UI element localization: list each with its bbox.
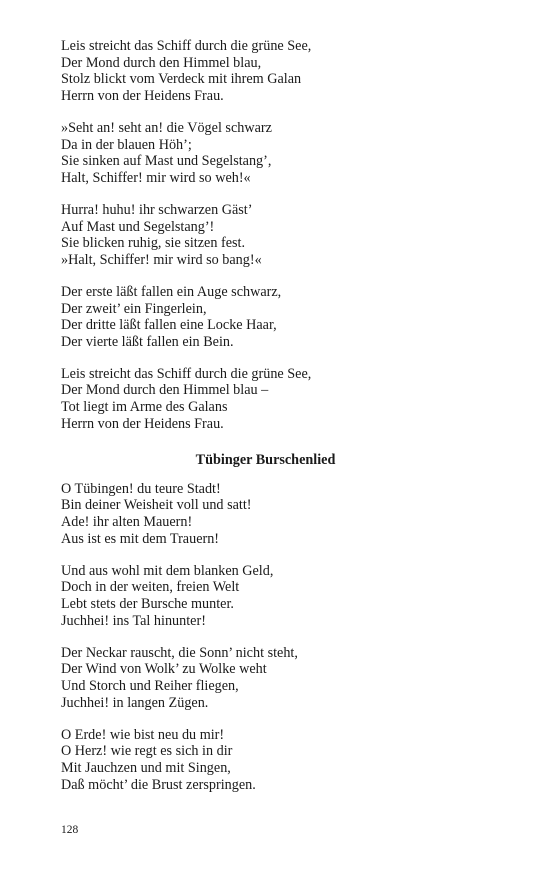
verse-line: Doch in der weiten, freien Welt bbox=[61, 579, 240, 596]
poem-2-stanza-1 bbox=[61, 481, 481, 547]
verse-line: Mit Jauchzen und mit Singen, bbox=[61, 759, 231, 776]
verse-line: Der Wind von Wolk’ zu Wolke weht bbox=[61, 661, 267, 678]
verse-line: Der Mond durch den Himmel blau, bbox=[61, 54, 262, 71]
verse-line: Lebt stets der Bursche munter. bbox=[61, 596, 234, 612]
poem-1-stanza-1 bbox=[61, 38, 481, 104]
verse-line: Aus ist es mit dem Trauern! bbox=[61, 530, 220, 547]
verse-line: Tot liegt im Arme des Galans bbox=[61, 399, 228, 416]
verse-line: Herrn von der Heidens Frau. bbox=[61, 87, 224, 104]
poem-1 bbox=[61, 38, 481, 432]
poem-1-stanza-5 bbox=[61, 366, 481, 432]
verse-line: Daß möcht’ die Brust zerspringen. bbox=[61, 776, 256, 793]
poem-1-stanza-4 bbox=[61, 284, 481, 350]
verse-line: O Herz! wie regt es sich in dir bbox=[61, 743, 233, 760]
verse-line: Juchhei! ins Tal hinunter! bbox=[61, 612, 206, 629]
poem-1-stanza-2 bbox=[61, 120, 481, 186]
verse-line: Herrn von der Heidens Frau. bbox=[61, 415, 224, 432]
verse-line: »Halt, Schiffer! mir wird so bang!« bbox=[61, 251, 262, 268]
verse-line: Hurra! huhu! ihr schwarzen Gäst’ bbox=[61, 201, 253, 218]
verse-line: Sie sinken auf Mast und Segelstang’, bbox=[61, 153, 272, 170]
verse-line: Der vierte läßt fallen ein Bein. bbox=[61, 333, 234, 350]
verse-line: Der zweit’ ein Fingerlein, bbox=[61, 300, 207, 317]
verse-line: Da in der blauen Höh’; bbox=[61, 136, 192, 153]
page-number: 128 bbox=[61, 824, 79, 836]
verse-line: O Erde! wie bist neu du mir! bbox=[61, 726, 225, 743]
verse-line: Stolz blickt vom Verdeck mit ihrem Galan bbox=[61, 71, 302, 88]
poem-2-stanza-2 bbox=[61, 563, 481, 629]
verse-line: Sie blicken ruhig, sie sitzen fest. bbox=[61, 235, 246, 252]
verse-line: Ade! ihr alten Mauern! bbox=[61, 514, 193, 531]
poem-2 bbox=[61, 481, 481, 793]
page-content bbox=[61, 38, 481, 809]
verse-line: Leis streicht das Schiff durch die grüne See, bbox=[61, 38, 312, 54]
poem-2-stanza-4 bbox=[61, 727, 481, 793]
verse-line: »Seht an! seht an! die Vögel schwarz bbox=[61, 119, 272, 136]
verse-line: Der dritte läßt fallen eine Locke Haar, bbox=[61, 317, 277, 334]
verse-line: Juchhei! in langen Zügen. bbox=[61, 694, 209, 711]
verse-line: Und Storch und Reiher fliegen, bbox=[61, 677, 239, 694]
poem-2-stanza-3 bbox=[61, 645, 481, 711]
verse-line: Und aus wohl mit dem blanken Geld, bbox=[61, 562, 274, 579]
verse-line: Leis streicht das Schiff durch die grüne See, bbox=[61, 365, 312, 382]
verse-line: Auf Mast und Segelstang’! bbox=[61, 218, 215, 235]
verse-line: Der Neckar rauscht, die Sonn’ nicht steht, bbox=[61, 644, 298, 661]
verse-line: Bin deiner Weisheit voll und satt! bbox=[61, 497, 252, 514]
verse-line: Der Mond durch den Himmel blau – bbox=[61, 382, 269, 399]
verse-line: Der erste läßt fallen ein Auge schwarz, bbox=[61, 283, 282, 300]
poem-1-stanza-3 bbox=[61, 202, 481, 268]
verse-line: O Tübingen! du teure Stadt! bbox=[61, 480, 221, 497]
verse-line: Halt, Schiffer! mir wird so weh!« bbox=[61, 169, 251, 186]
poem-2-title: Tübinger Burschenlied bbox=[195, 452, 336, 469]
